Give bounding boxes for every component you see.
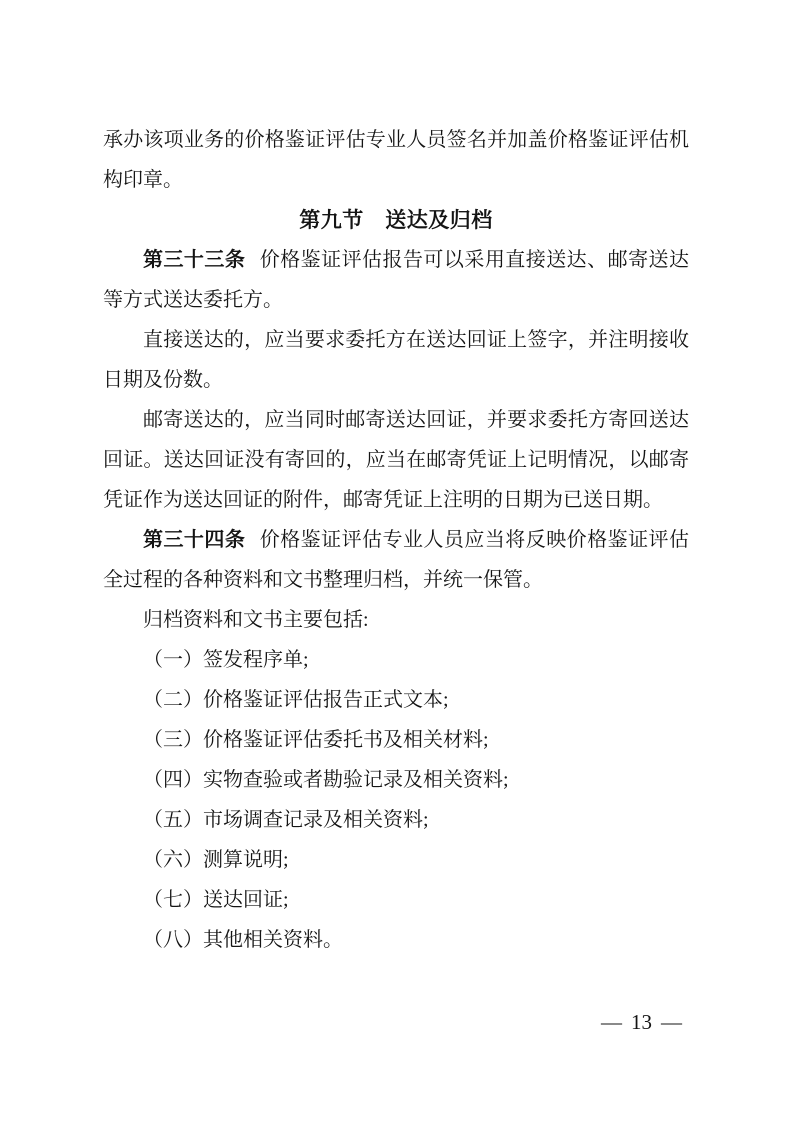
list-item-7: （七）送达回证;	[143, 889, 289, 911]
list-item-4: （四）实物查验或者勘验记录及相关资料;	[143, 769, 509, 791]
list-item-8: （八）其他相关资料。	[143, 929, 343, 951]
page-number	[601, 1008, 682, 1036]
paragraph-direct-delivery: 直接送达的，应当要求委托方在送达回证上签字，并注明接收日期及份数。	[103, 329, 689, 391]
page-number-value: 13	[631, 1010, 652, 1034]
document-content	[103, 120, 689, 960]
list-item-5: （五）市场调查记录及相关资料;	[143, 809, 429, 831]
list-item-1: （一）签发程序单;	[143, 649, 309, 671]
paragraph-archive-intro: 归档资料和文书主要包括:	[143, 609, 369, 631]
article-33-text: 价格鉴证评估报告可以采用直接送达、邮寄送达等方式送达委托方。	[103, 249, 690, 311]
list-item-2: （二）价格鉴证评估报告正式文本;	[143, 689, 449, 711]
article-34-label: 第三十四条	[143, 529, 246, 551]
article-33-paragraph	[103, 240, 689, 320]
list-item-6: （六）测算说明;	[143, 849, 289, 871]
section-heading: 第九节 送达及归档	[299, 208, 493, 232]
article-33-label: 第三十三条	[143, 249, 246, 271]
page-number-dash-left: —	[601, 1010, 622, 1034]
paragraph-mail-delivery: 邮寄送达的，应当同时邮寄送达回证，并要求委托方寄回送达回证。送达回证没有寄回的，应当在邮寄凭证上记明情况，以邮寄凭证作为送达回证的附件，邮寄凭证上注明的日期为已送日期。	[103, 409, 689, 511]
paragraph-continuation: 承办该项业务的价格鉴证评估专业人员签名并加盖价格鉴证评估机构印章。	[103, 129, 689, 191]
list-item-3: （三）价格鉴证评估委托书及相关材料;	[143, 729, 489, 751]
page-number-dash-right: —	[661, 1010, 682, 1034]
article-34-paragraph	[103, 520, 689, 600]
article-34-text: 价格鉴证评估专业人员应当将反映价格鉴证评估全过程的各种资料和文书整理归档，并统一保管。	[103, 529, 690, 591]
